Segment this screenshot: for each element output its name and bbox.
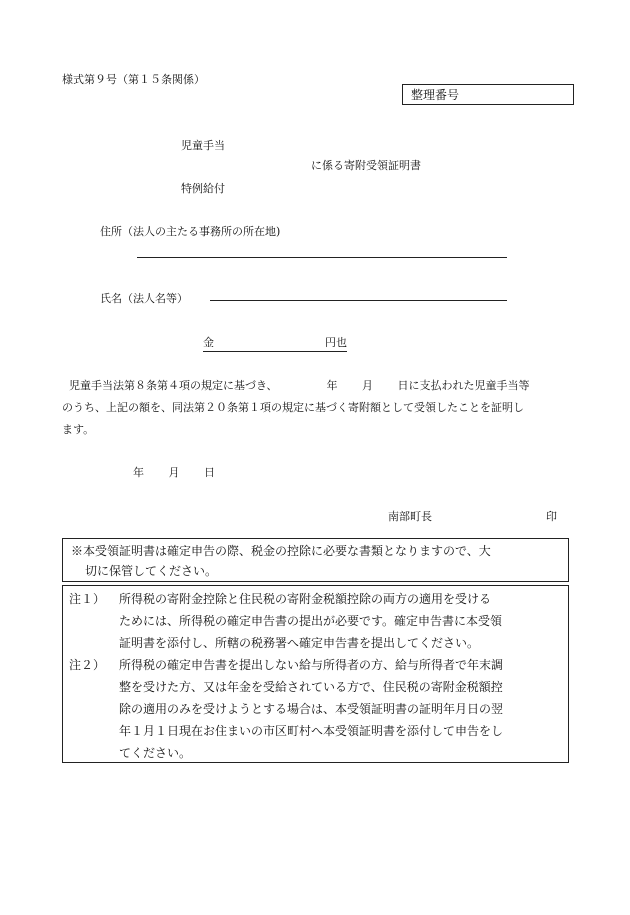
title-line-2: に係る寄附受領証明書	[311, 159, 421, 172]
notice-line-1: ※本受領証明書は確定申告の際、税金の控除に必要な書類となりますので、大	[71, 544, 491, 558]
address-label: 住所（法人の主たる事務所の所在地)	[100, 225, 281, 238]
name-field[interactable]	[210, 300, 507, 301]
name-label: 氏名（法人名等）	[100, 292, 188, 305]
notes-box	[62, 585, 569, 763]
note-1	[69, 588, 562, 654]
address-field[interactable]	[137, 257, 507, 258]
seal-mark: 印	[546, 510, 557, 523]
note-1-body: 所得税の寄附金控除と住民税の寄附金税額控除の両方の適用を受ける ためには、所得税の確定申告書の提出が必要です。確定申告書に本受領 証明書を添付し、所轄の税務署へ確定申告書を提出してください。	[119, 592, 503, 650]
title-line-3: 特例給付	[181, 182, 225, 195]
notice-line-2: 切に保管してください。	[85, 564, 218, 578]
note-2-body: 所得税の確定申告書を提出しない給与所得者の方、給与所得者で年末調 整を受けた方、又は年金を受給されている方で、住民税の寄附金税額控 除の適用のみを受けようとする場合は、本受領証明書の証明年月日の翌 年１月１日現在お住まいの市区町村へ本受領証明書を添付して申告をし てください。	[119, 658, 504, 760]
reference-number-box	[402, 84, 574, 105]
certification-line-1: 児童手当法第８条第４項の規定に基づき、 年 月 日に支払われた児童手当等	[69, 379, 530, 392]
amount-prefix: 金	[203, 336, 214, 349]
amount-field[interactable]	[203, 334, 347, 352]
mayor-title: 南部町長	[388, 510, 432, 523]
form-number: 様式第９号（第１５条関係）	[62, 73, 205, 86]
amount-suffix: 円也	[325, 336, 347, 349]
notice-box	[62, 538, 569, 582]
note-2-label: 注２）	[69, 658, 106, 672]
issue-date: 年 月 日	[133, 466, 215, 479]
note-1-label: 注１）	[69, 592, 106, 606]
certification-line-3: ます。	[62, 423, 95, 436]
certification-text	[62, 375, 574, 441]
note-2	[69, 654, 562, 764]
title-line-1: 児童手当	[181, 139, 225, 152]
certification-line-2: のうち、上記の額を、同法第２０条第１項の規定に基づく寄附額として受領したことを証明し	[62, 401, 524, 414]
reference-number-label: 整理番号	[411, 88, 460, 102]
